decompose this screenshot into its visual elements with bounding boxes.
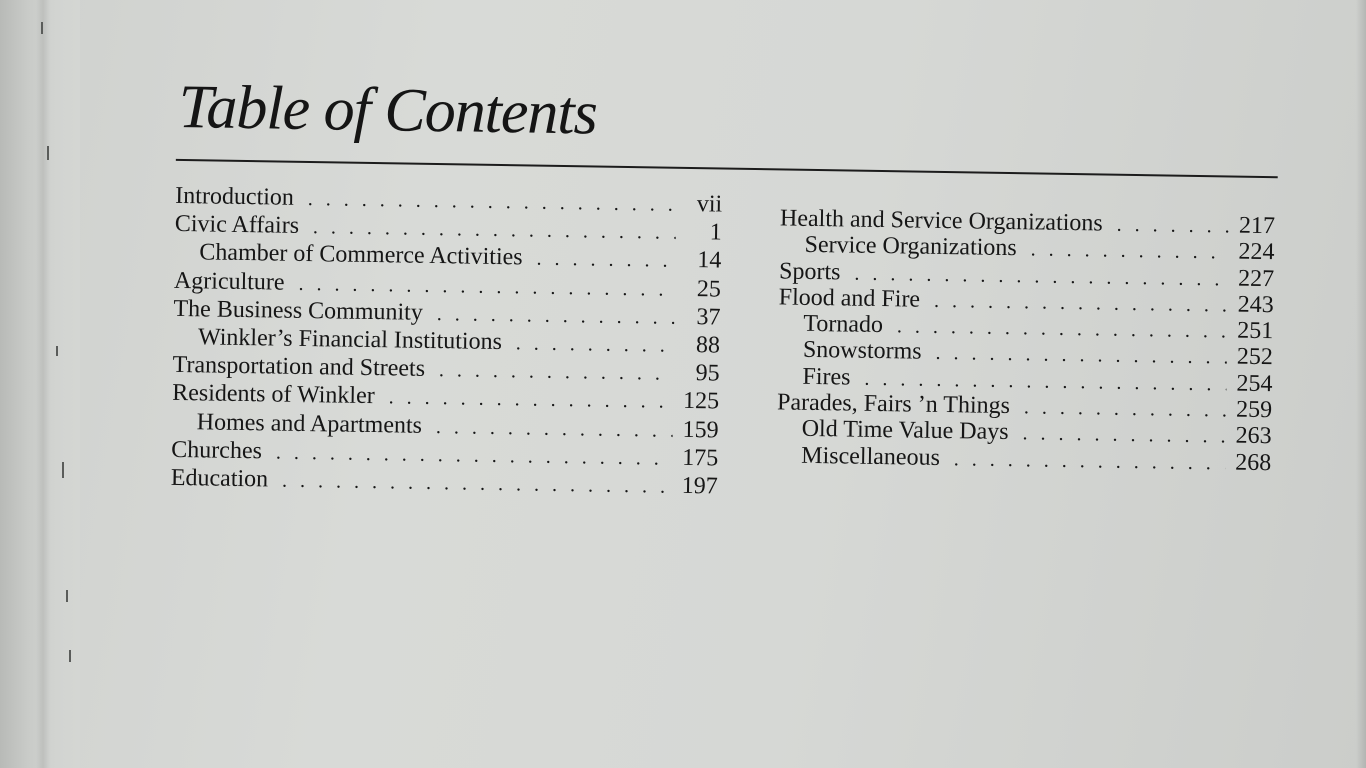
toc-entry-label: Winkler’s Financial Institutions — [197, 324, 503, 356]
toc-leader-dots — [439, 356, 674, 388]
toc-leader-dots — [1022, 421, 1225, 450]
toc-leader-dots — [1024, 394, 1227, 423]
toc-leader-dots — [1030, 237, 1228, 266]
toc-entry-label: Snowstorms — [802, 337, 922, 366]
toc-entry-page: 175 — [682, 444, 719, 472]
toc-leader-dots — [436, 413, 673, 445]
toc-entry-label: Agriculture — [173, 267, 285, 296]
toc-leader-dots — [282, 467, 672, 501]
toc-entry-page: 1 — [709, 219, 722, 246]
toc-entry-label: Old Time Value Days — [801, 416, 1009, 446]
toc-entry-page: 37 — [696, 303, 721, 331]
toc-entry-page: 217 — [1238, 212, 1276, 240]
toc-entry-page: 224 — [1238, 238, 1275, 266]
toc-entry-page: 88 — [695, 332, 721, 359]
toc-entry-label: Parades, Fairs ’n Things — [776, 389, 1011, 420]
toc-entry-label: Civic Affairs — [174, 211, 300, 240]
toc-entry-label: Transportation and Streets — [172, 352, 426, 382]
toc-entry-page: 263 — [1235, 422, 1272, 450]
toc-entry-page: 197 — [681, 472, 718, 500]
toc-entry-page: 125 — [682, 388, 720, 415]
toc-leader-dots — [388, 384, 673, 417]
toc-entry-page: 25 — [696, 275, 722, 303]
toc-entry-label: Chamber of Commerce Activities — [199, 239, 523, 271]
toc-entry-label: Flood and Fire — [778, 284, 921, 313]
toc-entry-page: 252 — [1236, 344, 1274, 371]
toc-entry-page: 268 — [1235, 449, 1272, 476]
toc-entry-page: 227 — [1237, 265, 1275, 292]
toc-entry-label: Service Organizations — [804, 232, 1017, 262]
title-rule — [176, 159, 1278, 178]
toc-entry-page: vii — [696, 191, 723, 218]
toc-entry-page: 243 — [1237, 291, 1274, 319]
toc-leader-dots — [536, 245, 675, 275]
toc-entry-page: 95 — [695, 360, 720, 387]
toc-left-column — [171, 182, 723, 501]
toc-entry-label: Introduction — [175, 182, 295, 211]
toc-entry-label: Sports — [778, 258, 841, 285]
toc-entry-label: Health and Service Organizations — [779, 205, 1103, 237]
toc-entry-page: 159 — [682, 416, 719, 443]
toc-entry-page: 259 — [1235, 396, 1273, 424]
toc-entry-page: 254 — [1236, 370, 1273, 397]
toc-entry-page: 251 — [1237, 317, 1274, 345]
page-title: Table of Contents — [178, 72, 598, 148]
toc-right-column — [776, 205, 1275, 476]
toc-entry-label: Fires — [802, 363, 851, 391]
toc-entry-label: The Business Community — [173, 295, 424, 326]
toc-leader-dots — [1117, 212, 1230, 240]
toc-entry-label: Churches — [171, 436, 263, 465]
toc-leader-dots — [954, 446, 1226, 477]
toc-entry-label: Education — [170, 464, 269, 493]
toc-entry-page: 14 — [697, 247, 722, 274]
toc-leader-dots — [516, 329, 675, 360]
toc-entry-label: Tornado — [803, 311, 884, 339]
toc-entry-label: Residents of Winkler — [171, 380, 375, 410]
toc-entry-label: Miscellaneous — [801, 442, 941, 471]
toc-entry-label: Homes and Apartments — [196, 408, 423, 439]
